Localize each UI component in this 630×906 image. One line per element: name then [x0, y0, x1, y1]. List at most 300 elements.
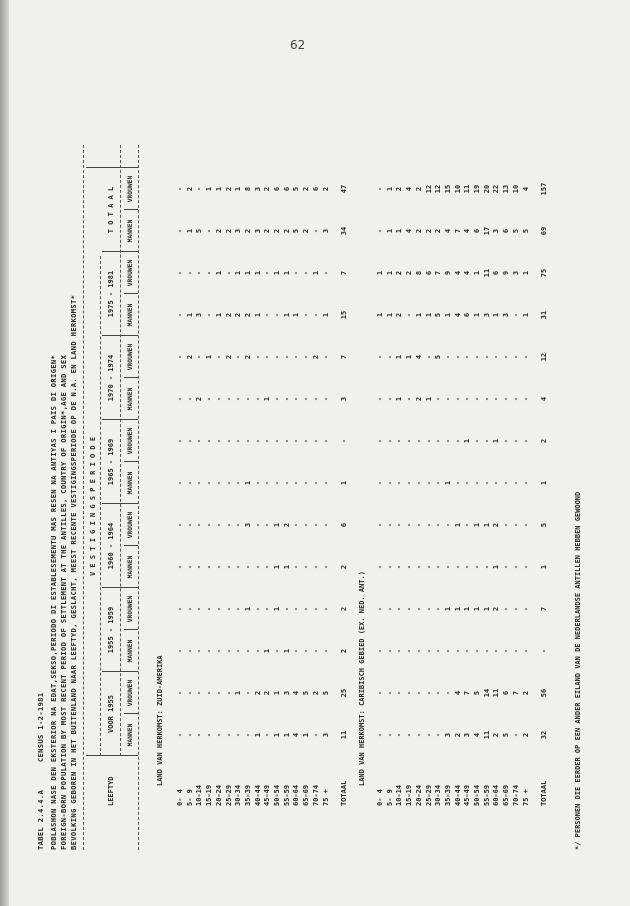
value-cell: - [502, 564, 511, 570]
value-cell: - [482, 396, 491, 402]
value-cell: - [414, 690, 423, 696]
value-cell: 2 [540, 438, 548, 444]
value-cell: - [273, 354, 281, 360]
value-cell: - [321, 270, 330, 276]
value-cell: - [195, 648, 204, 654]
value-cell: 6 [492, 270, 501, 276]
value-cell: 4 [521, 186, 530, 192]
value-cell: - [195, 438, 204, 444]
value-cell: - [395, 690, 404, 696]
table-row [283, 168, 293, 806]
value-cell: - [424, 480, 433, 486]
value-cell: - [205, 648, 214, 654]
value-cell: - [205, 690, 214, 696]
table-row [176, 168, 186, 806]
value-cell: - [376, 564, 384, 570]
age-group-cell: 0- 4 [376, 789, 384, 806]
age-group-cell: 75 + [321, 789, 330, 806]
sex-header: VROUWEN [127, 259, 134, 287]
value-cell: 1 [234, 270, 243, 276]
value-cell: - [302, 312, 311, 318]
value-cell: 1 [424, 312, 433, 318]
value-cell: - [263, 438, 272, 444]
value-cell: - [253, 606, 262, 612]
value-cell: 2 [234, 312, 243, 318]
age-group-cell: 50-54 [473, 784, 481, 806]
value-cell: 17 [482, 226, 491, 236]
value-cell: 1 [205, 354, 214, 360]
table-row [273, 168, 283, 806]
value-cell: - [224, 606, 233, 612]
page-number: 62 [290, 38, 306, 52]
total-row [540, 168, 550, 806]
value-cell: 1 [473, 606, 481, 612]
value-cell: 1 [395, 354, 404, 360]
value-cell: - [263, 564, 272, 570]
value-cell: - [434, 606, 443, 612]
value-cell: - [234, 732, 243, 738]
table-row [502, 168, 512, 806]
age-group-cell: 70-74 [511, 784, 520, 806]
value-cell: - [195, 732, 204, 738]
value-cell: 2 [492, 732, 501, 738]
value-cell: 2 [263, 186, 272, 192]
value-cell: - [214, 438, 223, 444]
value-cell: 2 [311, 354, 320, 360]
value-cell: 6 [273, 186, 281, 192]
value-cell: 4 [463, 270, 472, 276]
value-cell: 2 [263, 228, 272, 234]
value-cell: 1 [395, 228, 404, 234]
value-cell: - [482, 354, 491, 360]
value-cell: - [185, 480, 194, 486]
value-cell: - [511, 438, 520, 444]
value-cell: - [321, 648, 330, 654]
value-cell: - [263, 270, 272, 276]
value-cell: - [195, 564, 204, 570]
value-cell: 3 [243, 522, 252, 528]
value-cell: 1 [385, 270, 394, 276]
value-cell: - [185, 606, 194, 612]
value-cell: - [234, 606, 243, 612]
value-cell: - [453, 396, 462, 402]
value-cell: 2 [195, 396, 204, 402]
value-cell: - [424, 354, 433, 360]
table-row [454, 168, 464, 806]
value-cell: 4 [453, 270, 462, 276]
sex-header: VROUWEN [127, 175, 134, 203]
value-cell: - [463, 648, 472, 654]
value-cell: - [511, 396, 520, 402]
value-cell: - [176, 186, 184, 192]
value-cell: - [311, 396, 320, 402]
age-group-cell: 35-39 [443, 784, 452, 806]
sex-header: VROUWEN [127, 511, 134, 539]
value-cell: - [424, 522, 433, 528]
value-cell: - [321, 564, 330, 570]
age-column-header: LEEFTYD [107, 776, 115, 806]
age-group-cell: 60-64 [492, 784, 501, 806]
value-cell: - [502, 480, 511, 486]
value-cell: 2 [224, 312, 233, 318]
value-cell: 2 [185, 186, 194, 192]
value-cell: - [205, 732, 214, 738]
value-cell: 15 [340, 310, 348, 320]
sex-header: MANNEN [127, 723, 134, 747]
value-cell: 3 [463, 732, 472, 738]
sex-header: MANNEN [127, 303, 134, 327]
value-cell: - [311, 732, 320, 738]
value-cell: 1 [243, 606, 252, 612]
value-cell: 2 [405, 270, 414, 276]
value-cell: - [311, 648, 320, 654]
value-cell: 2 [521, 732, 530, 738]
value-cell: - [176, 354, 184, 360]
value-cell: - [214, 606, 223, 612]
value-cell: 12 [434, 184, 443, 194]
value-cell: 3 [482, 312, 491, 318]
table-title [36, 693, 45, 850]
value-cell: - [453, 354, 462, 360]
value-cell: 1 [273, 564, 281, 570]
value-cell: 4 [405, 186, 414, 192]
title-english: FOREIGN-BORN POPULATION BY MOST RECENT PERIOD OF SETTLEMENT AT THE ANTILLES, COUNTRY OF ORIGIN*,AGE AND SEX [59, 354, 68, 850]
value-cell: - [376, 228, 384, 234]
value-cell: - [176, 690, 184, 696]
value-cell: - [463, 354, 472, 360]
value-cell: - [414, 564, 423, 570]
age-group-cell: 65-69 [502, 784, 511, 806]
value-cell: - [243, 438, 252, 444]
value-cell: - [385, 648, 394, 654]
value-cell: - [434, 480, 443, 486]
value-cell: - [273, 396, 281, 402]
value-cell: - [521, 522, 530, 528]
value-cell: - [414, 438, 423, 444]
value-cell: - [176, 732, 184, 738]
value-cell: 31 [540, 310, 548, 320]
value-cell: 8 [243, 186, 252, 192]
value-cell: - [453, 438, 462, 444]
footnote: */ PERSONEN DIE EERDER OP EEN ANDER EILAND VAN DE NEDERLANDSE ANTILLEN HEBBEN GEWOOND [574, 491, 582, 850]
value-cell: - [176, 606, 184, 612]
value-cell: - [405, 522, 414, 528]
value-cell: - [214, 732, 223, 738]
value-cell: - [321, 354, 330, 360]
value-cell: - [414, 606, 423, 612]
value-cell: - [176, 648, 184, 654]
value-cell: 1 [463, 438, 472, 444]
value-cell: - [176, 228, 184, 234]
value-cell: 5 [502, 732, 511, 738]
value-cell: 69 [540, 226, 548, 236]
header-bottom-rule [138, 145, 139, 850]
value-cell: 1 [185, 228, 194, 234]
value-cell: - [224, 522, 233, 528]
value-cell: - [376, 732, 384, 738]
value-cell: 1 [492, 438, 501, 444]
age-group-cell: 35-39 [243, 784, 252, 806]
period-group-label: V E S T I G I N G S P E R I O D E [89, 436, 97, 576]
value-cell: - [205, 480, 214, 486]
age-group-cell: 20-24 [214, 784, 223, 806]
value-cell: 3 [511, 270, 520, 276]
age-group-cell: 45-49 [463, 784, 472, 806]
value-cell: 6 [340, 522, 348, 528]
table-row [376, 168, 386, 806]
value-cell: 7 [340, 270, 348, 276]
value-cell: 2 [273, 228, 281, 234]
table-row [312, 168, 322, 806]
value-cell: - [224, 270, 233, 276]
age-group-cell: 5- 9 [185, 789, 194, 806]
period-header: 1955 - 1959 [107, 606, 115, 654]
value-cell: - [443, 690, 452, 696]
value-cell: - [376, 606, 384, 612]
period-header: 1960 - 1964 [107, 522, 115, 570]
table-row [254, 168, 264, 806]
value-cell: - [463, 396, 472, 402]
value-cell: - [253, 648, 262, 654]
table-row [492, 168, 502, 806]
value-cell: - [185, 564, 194, 570]
value-cell: 25 [340, 688, 348, 698]
table-row [386, 168, 396, 806]
value-cell: - [311, 312, 320, 318]
section-label: LAND VAN HERKOMST: CARIBISCH GEBIED (EX. NED. ANT.) [358, 571, 366, 786]
value-cell: 5 [321, 690, 330, 696]
value-cell: - [185, 438, 194, 444]
value-cell: - [482, 438, 491, 444]
age-group-cell: TOTAAL [540, 780, 548, 806]
value-cell: 5 [434, 312, 443, 318]
value-cell: 1 [443, 606, 452, 612]
value-cell: - [214, 522, 223, 528]
value-cell: - [205, 396, 214, 402]
value-cell: 157 [540, 182, 548, 196]
table-row [263, 168, 273, 806]
value-cell: - [302, 606, 311, 612]
value-cell: - [263, 480, 272, 486]
value-cell: - [434, 396, 443, 402]
value-cell: - [224, 648, 233, 654]
value-cell: 2 [492, 522, 501, 528]
table-row [395, 168, 405, 806]
value-cell: - [473, 354, 481, 360]
value-cell: - [473, 648, 481, 654]
value-cell: - [214, 648, 223, 654]
value-cell: 5 [195, 228, 204, 234]
value-cell: - [405, 732, 414, 738]
value-cell: 13 [502, 184, 511, 194]
value-cell: - [424, 732, 433, 738]
sex-divider [124, 713, 138, 714]
value-cell: - [263, 522, 272, 528]
value-cell: - [511, 480, 520, 486]
value-cell: - [263, 732, 272, 738]
table-row [512, 168, 522, 806]
value-cell: - [205, 228, 214, 234]
value-cell: 3 [492, 228, 501, 234]
sex-divider [124, 377, 138, 378]
value-cell: - [405, 480, 414, 486]
value-cell: - [292, 270, 301, 276]
value-cell: 6 [473, 228, 481, 234]
value-cell: - [521, 564, 530, 570]
value-cell: - [311, 606, 320, 612]
value-cell: - [453, 648, 462, 654]
header-top-rule [83, 145, 84, 850]
value-cell: - [502, 396, 511, 402]
value-cell: 6 [311, 186, 320, 192]
value-cell: - [234, 648, 243, 654]
value-cell: - [205, 522, 214, 528]
sex-divider [124, 293, 138, 294]
value-cell: - [234, 564, 243, 570]
value-cell: 6 [463, 312, 472, 318]
value-cell: 3 [502, 312, 511, 318]
age-group-cell: 10-14 [195, 784, 204, 806]
table-row [225, 168, 235, 806]
value-cell: 4 [473, 732, 481, 738]
value-cell: - [224, 732, 233, 738]
value-cell: 4 [405, 228, 414, 234]
value-cell: - [482, 480, 491, 486]
value-cell: - [205, 312, 214, 318]
value-cell: - [253, 354, 262, 360]
value-cell: 1 [214, 270, 223, 276]
value-cell: - [385, 732, 394, 738]
value-cell: - [502, 522, 511, 528]
age-group-cell: 40-44 [453, 784, 462, 806]
sex-header: VROUWEN [127, 679, 134, 707]
table-id: TABEL 2.4.4.A [36, 789, 45, 850]
value-cell: - [176, 480, 184, 486]
value-cell: 3 [321, 732, 330, 738]
value-cell: 1 [234, 690, 243, 696]
value-cell: - [405, 690, 414, 696]
value-cell: 2 [243, 312, 252, 318]
value-cell: 1 [282, 732, 291, 738]
value-cell: 1 [273, 522, 281, 528]
value-cell: - [405, 438, 414, 444]
value-cell: 1 [521, 312, 530, 318]
value-cell: - [224, 396, 233, 402]
value-cell: - [273, 480, 281, 486]
value-cell: - [234, 522, 243, 528]
table-row [234, 168, 244, 806]
age-group-cell: 75 + [521, 789, 530, 806]
value-cell: - [176, 396, 184, 402]
value-cell: 4 [453, 690, 462, 696]
value-cell: 2 [243, 354, 252, 360]
value-cell: 6 [282, 186, 291, 192]
table-row [322, 168, 332, 806]
value-cell: 7 [540, 606, 548, 612]
period-header: T O T A A L [107, 186, 115, 234]
value-cell: 5 [302, 690, 311, 696]
value-cell: 1 [214, 312, 223, 318]
value-cell: - [195, 270, 204, 276]
value-cell: - [405, 564, 414, 570]
value-cell: 5 [292, 186, 301, 192]
value-cell: 10 [511, 184, 520, 194]
value-cell: 9 [502, 270, 511, 276]
value-cell: 2 [224, 354, 233, 360]
table-row [444, 168, 454, 806]
value-cell: - [302, 480, 311, 486]
value-cell: - [395, 480, 404, 486]
value-cell: 14 [482, 688, 491, 698]
value-cell: - [376, 648, 384, 654]
table-row [522, 168, 532, 806]
value-cell: - [302, 438, 311, 444]
period-header: 1970 - 1974 [107, 354, 115, 402]
value-cell: - [443, 354, 452, 360]
value-cell: - [253, 522, 262, 528]
value-cell: 1 [473, 522, 481, 528]
value-cell: - [521, 396, 530, 402]
value-cell: 1 [443, 480, 452, 486]
value-cell: 4 [463, 228, 472, 234]
age-group-cell: 20-24 [414, 784, 423, 806]
value-cell: - [253, 438, 262, 444]
value-cell: - [234, 396, 243, 402]
value-cell: - [263, 606, 272, 612]
value-cell: - [385, 396, 394, 402]
value-cell: 2 [453, 732, 462, 738]
value-cell: 6 [502, 228, 511, 234]
value-cell: 10 [453, 184, 462, 194]
section-label: LAND VAN HERKOMST: ZUID-AMERIKA [156, 655, 164, 786]
value-cell: - [292, 438, 301, 444]
value-cell: 1 [214, 186, 223, 192]
sex-header: VROUWEN [127, 343, 134, 371]
value-cell: - [492, 480, 501, 486]
value-cell: - [234, 438, 243, 444]
table-row [483, 168, 493, 806]
age-group-cell: 10-14 [395, 784, 404, 806]
value-cell: 11 [482, 268, 491, 278]
value-cell: 2 [243, 228, 252, 234]
value-cell: - [511, 606, 520, 612]
value-cell: - [243, 396, 252, 402]
value-cell: 2 [311, 690, 320, 696]
value-cell: - [282, 354, 291, 360]
value-cell: 1 [282, 648, 291, 654]
value-cell: - [321, 438, 330, 444]
value-cell: 22 [492, 184, 501, 194]
value-cell: - [311, 228, 320, 234]
value-cell: - [385, 690, 394, 696]
value-cell: 4 [443, 228, 452, 234]
value-cell: 1 [273, 732, 281, 738]
value-cell: - [302, 564, 311, 570]
value-cell: - [385, 438, 394, 444]
value-cell: - [273, 438, 281, 444]
value-cell: 1 [385, 312, 394, 318]
value-cell: 5 [540, 522, 548, 528]
value-cell: - [434, 690, 443, 696]
value-cell: - [414, 648, 423, 654]
age-group-cell: 45-49 [263, 784, 272, 806]
value-cell: - [292, 480, 301, 486]
table-row [473, 168, 483, 806]
census-date: CENSUS 1-2-1981 [36, 692, 45, 763]
table-row [244, 168, 254, 806]
value-cell: 1 [492, 312, 501, 318]
value-cell: - [282, 606, 291, 612]
